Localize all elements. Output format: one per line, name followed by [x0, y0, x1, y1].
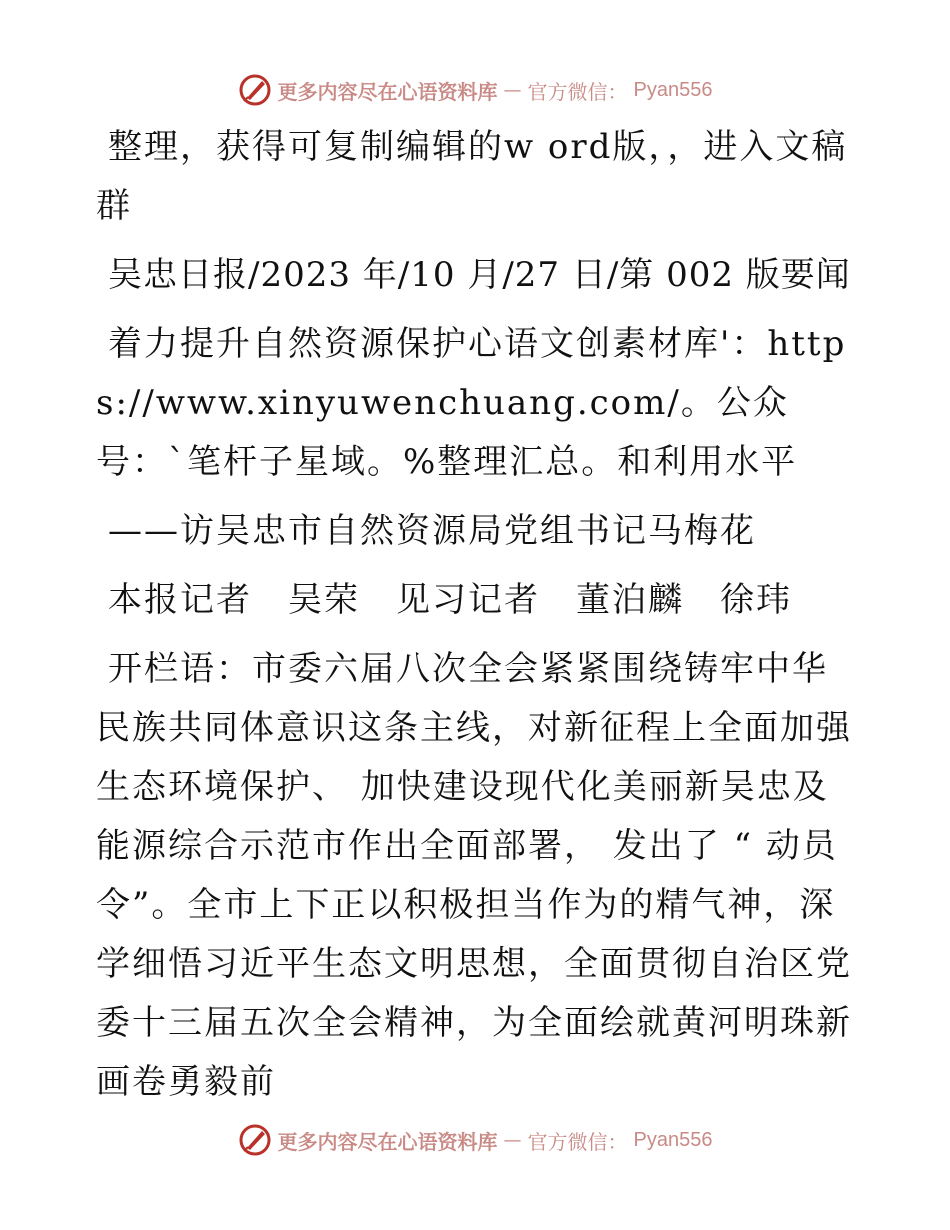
paragraph-subheadline: ——访吴忠市自然资源局党组书记马梅花: [108, 511, 756, 551]
paragraph-intro: 整理，获得可复制编辑的w ord版，，进入文稿群: [96, 127, 848, 226]
watermark-wechat-label: 官方微信：: [527, 79, 628, 104]
paragraph-headline: 着力提升自然资源保护心语文创素材库'：https://www.xinyuwenchuang.com/。公众号：`笔杆子星域。%整理汇总。和利用水平: [96, 324, 847, 482]
watermark-brand-text: 更多内容尽在心语资料库: [277, 1129, 498, 1154]
paragraph-byline: 本报记者 吴荣 见习记者 董泊麟 徐玮: [108, 580, 792, 620]
paragraph-source-line: 吴忠日报/2023 年/10 月/27 日/第 002 版要闻: [108, 255, 851, 295]
watermark-wechat-label: 官方微信：: [527, 1129, 628, 1154]
watermark-separator: —: [503, 1129, 522, 1151]
paragraph-column-intro: 开栏语：市委六届八次全会紧紧围绕铸牢中华民族共同体意识这条主线，对新征程上全面加强生态环境保护、 加快建设现代化美丽新吴忠及能源综合示范市作出全面部署， 发出了 “ 动员令”。全市上下正以积极担当作为的精气神，深学细悟习近平生态文明思想，全面贯彻自治区党委十三届五次全会精神，为全面绘就黄河明珠新画卷勇毅前: [96, 649, 852, 1102]
watermark-brand-text: 更多内容尽在心语资料库: [277, 79, 498, 104]
watermark-separator: —: [503, 79, 522, 101]
watermark-wechat-id: Pyan556: [633, 78, 713, 101]
watermark-wechat-id: Pyan556: [633, 1128, 713, 1151]
quill-pen-logo-icon: [238, 73, 272, 107]
footer-watermark: [0, 1120, 950, 1160]
document-body: [96, 118, 856, 1122]
quill-pen-logo-icon: [238, 1123, 272, 1157]
header-watermark: [0, 70, 950, 110]
